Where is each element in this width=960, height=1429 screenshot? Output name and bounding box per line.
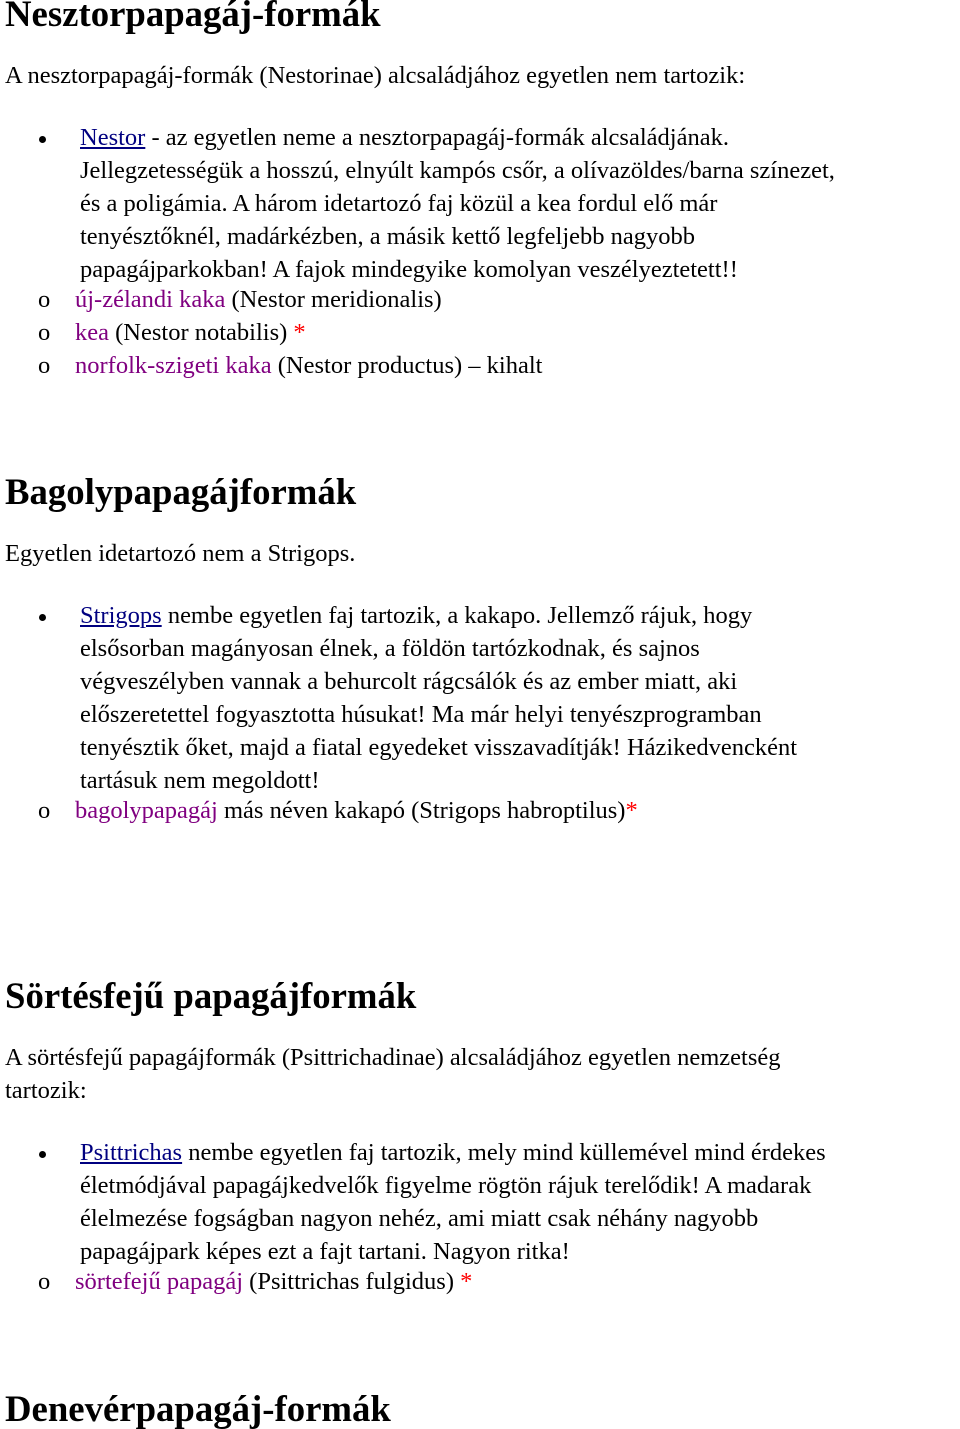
section-intro-psittrichadinae [5, 1041, 960, 1107]
section-heading-nestorinae: Nesztorpapagáj-formák [5, 0, 381, 34]
species-item [38, 319, 960, 352]
species-link-kakapo[interactable]: bagolypapagáj [75, 797, 218, 824]
list-item-text: nembe egyetlen faj tartozik, a kakapo. Jellemző rájuk, hogy [161, 602, 753, 629]
list-item-text: elsősorban magányosan élnek, a földön tartózkodnak, és sajnos [80, 635, 700, 662]
list-item-text: tenyésztik őket, majd a fiatal egyedeket visszavadítják! Házikedvencként [80, 734, 798, 761]
star-marker: * [460, 1268, 473, 1295]
list-item-text: és a poligámia. A három idetartozó faj közül a kea fordul elő már [80, 190, 718, 217]
list-item-text: - az egyetlen neme a nesztorpapagáj-formák alcsaládjának. [145, 124, 729, 151]
species-latin: (Nestor productus) – kihalt [271, 352, 543, 379]
species-link-kea[interactable]: kea [75, 319, 109, 346]
intro-line: A sörtésfejű papagájformák (Psittrichadinae) alcsaládjához egyetlen nemzetség [5, 1044, 781, 1071]
list-item-text: papagájpark képes ezt a fajt tartani. Nagyon ritka! [80, 1238, 570, 1265]
list-item-body [80, 121, 960, 286]
section-heading-denevér: Denevérpapagáj-formák [5, 1388, 391, 1429]
species-list [38, 286, 960, 385]
species-latin: (Psittrichas fulgidus) [243, 1268, 461, 1295]
species-link-kaka[interactable]: új-zélandi kaka [75, 286, 226, 313]
species-link-norfolk-kaka[interactable]: norfolk-szigeti kaka [75, 352, 272, 379]
species-list [38, 1268, 960, 1301]
circle-bullet-icon: o [38, 1268, 51, 1295]
circle-bullet-icon: o [38, 797, 51, 824]
circle-bullet-icon: o [38, 286, 51, 313]
species-link-pesquets-parrot[interactable]: sörtefejű papagáj [75, 1268, 244, 1295]
species-latin: más néven kakapó (Strigops habroptilus) [217, 797, 626, 824]
list-item-text: élelmezése fogságban nagyon nehéz, ami miatt csak néhány nagyobb [80, 1205, 759, 1232]
circle-bullet-icon: o [38, 352, 51, 379]
circle-bullet-icon: o [38, 319, 51, 346]
genus-link-strigops[interactable]: Strigops [80, 602, 162, 629]
list-item-body [80, 599, 960, 797]
section-intro-nestorinae: A nesztorpapagáj-formák (Nestorinae) alcsaládjához egyetlen nem tartozik: [5, 62, 746, 89]
bullet-dot-icon [39, 136, 46, 143]
list-item-text: életmódjával papagájkedvelők figyelme rögtön rájuk terelődik! A madarak [80, 1172, 812, 1199]
list-item-text: előszeretettel fogyasztotta húsukat! Ma már helyi tenyészprogramban [80, 701, 762, 728]
intro-line: tartozik: [5, 1077, 87, 1104]
section-heading-psittrichadinae: Sörtésfejű papagájformák [5, 975, 417, 1016]
species-item [38, 1268, 960, 1301]
species-item [38, 797, 960, 830]
genus-link-psittrichas[interactable]: Psittrichas [80, 1139, 183, 1166]
list-item-text: nembe egyetlen faj tartozik, mely mind küllemével mind érdekes [182, 1139, 826, 1166]
bullet-dot-icon [39, 614, 46, 621]
list-item-text: végveszélyben vannak a behurcolt rágcsálók és az ember miatt, aki [80, 668, 738, 695]
species-latin: (Nestor notabilis) [109, 319, 294, 346]
species-latin: (Nestor meridionalis) [225, 286, 442, 313]
list-item-body [80, 1136, 960, 1268]
list-item-text: tartásuk nem megoldott! [80, 767, 320, 794]
bullet-dot-icon [39, 1151, 46, 1158]
species-list [38, 797, 960, 830]
star-marker: * [293, 319, 306, 346]
list-item-text: papagájparkokban! A fajok mindegyike komolyan veszélyeztetett!! [80, 256, 738, 283]
section-heading-strigops: Bagolypapagájformák [5, 471, 357, 512]
species-item [38, 352, 960, 385]
list-item-text: tenyésztőknél, madárkézben, a másik kettő legfeljebb nagyobb [80, 223, 696, 250]
list-item-text: Jellegzetességük a hosszú, elnyúlt kampós csőr, a olívazöldes/barna színezet, [80, 157, 835, 184]
star-marker: * [625, 797, 638, 824]
genus-link-nestor[interactable]: Nestor [80, 124, 146, 151]
species-item [38, 286, 960, 319]
section-intro-strigops: Egyetlen idetartozó nem a Strigops. [5, 540, 356, 567]
